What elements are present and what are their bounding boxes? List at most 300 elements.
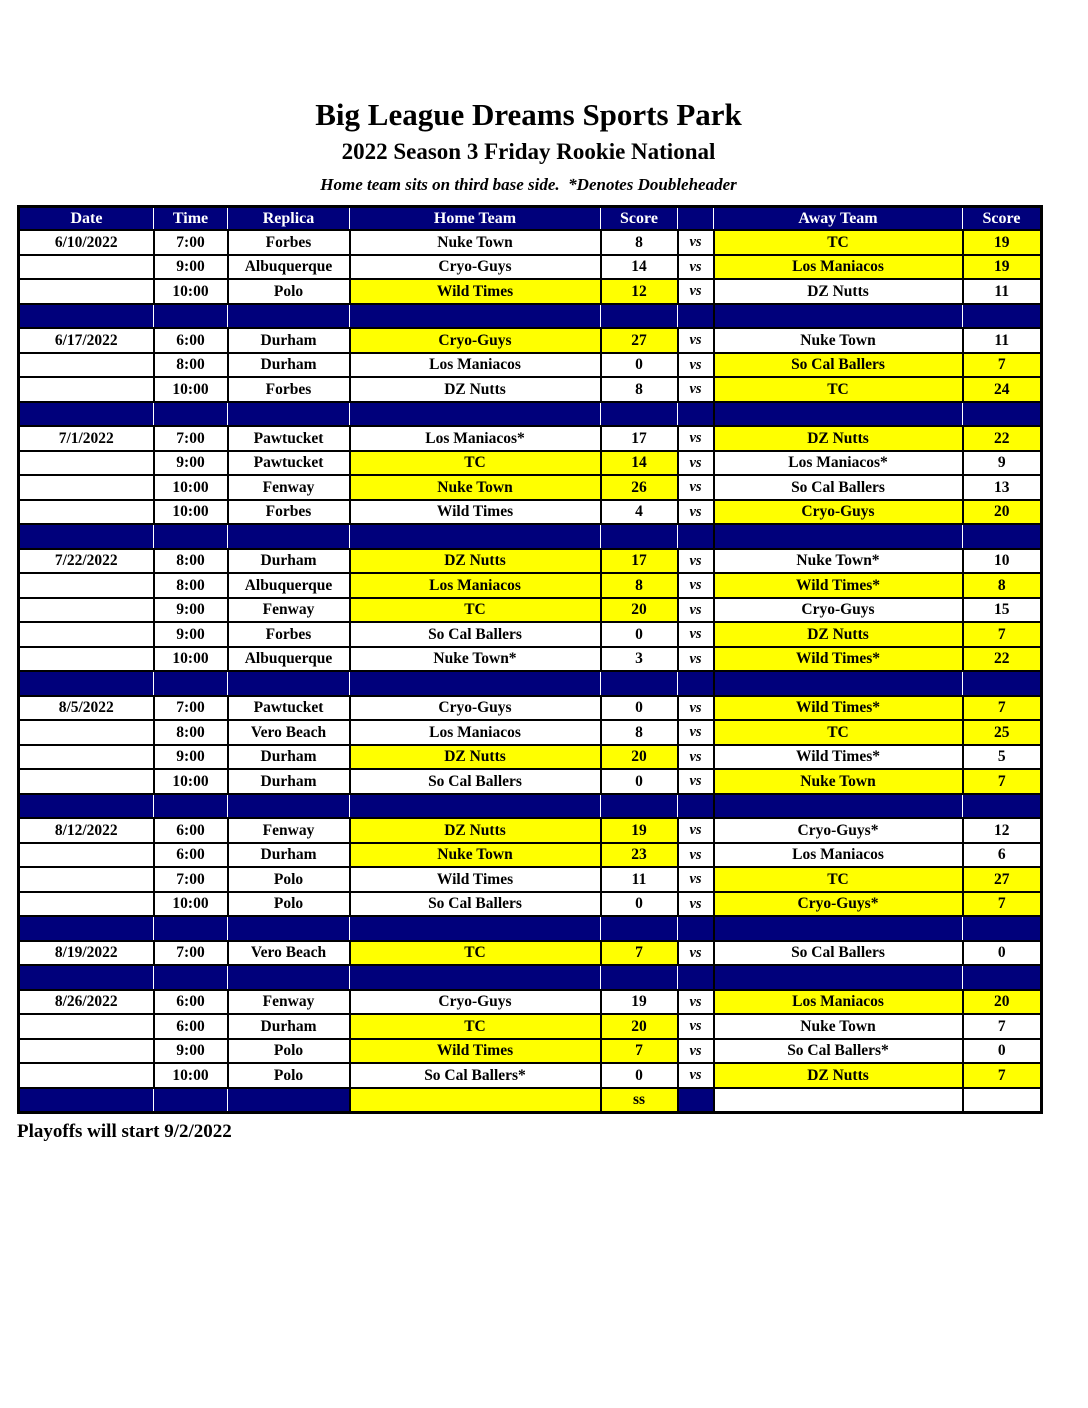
schedule-note: Home team sits on third base side. *Denotes Doubleheader — [320, 175, 737, 195]
home-score-cell: 8 — [601, 573, 678, 598]
separator-cell — [19, 671, 154, 696]
time-cell: 10:00 — [154, 475, 228, 500]
time-cell: 10:00 — [154, 500, 228, 525]
vs-cell: vs — [678, 573, 714, 598]
away-score-cell: 12 — [963, 818, 1042, 843]
home-team-cell: So Cal Ballers — [350, 622, 601, 647]
home-score-cell: 4 — [601, 500, 678, 525]
separator-cell — [154, 916, 228, 941]
vs-cell: vs — [678, 745, 714, 770]
away-team-cell: Cryo-Guys — [714, 500, 963, 525]
time-cell: 7:00 — [154, 230, 228, 255]
header-replica: Replica — [228, 207, 350, 231]
home-team-cell: DZ Nutts — [350, 549, 601, 574]
game-row — [19, 255, 1042, 280]
vs-cell: vs — [678, 328, 714, 353]
home-team-cell: Wild Times — [350, 500, 601, 525]
time-cell: 7:00 — [154, 696, 228, 721]
vs-cell: vs — [678, 500, 714, 525]
away-score-cell: 0 — [963, 941, 1042, 966]
separator-cell — [228, 671, 350, 696]
separator-cell — [963, 965, 1042, 990]
home-team-cell: TC — [350, 941, 601, 966]
time-cell: 6:00 — [154, 843, 228, 868]
vs-cell: vs — [678, 990, 714, 1015]
replica-cell: Polo — [228, 1039, 350, 1064]
away-score-cell: 10 — [963, 549, 1042, 574]
ss-row — [19, 1088, 1042, 1113]
separator-cell — [19, 402, 154, 427]
date-cell: 6/10/2022 — [19, 230, 154, 255]
vs-cell: vs — [678, 475, 714, 500]
away-team-cell: Cryo-Guys* — [714, 818, 963, 843]
home-score-cell: 7 — [601, 1039, 678, 1064]
date-cell: 8/5/2022 — [19, 696, 154, 721]
game-row — [19, 598, 1042, 623]
replica-cell: Polo — [228, 892, 350, 917]
replica-cell: Polo — [228, 1063, 350, 1088]
date-cell — [19, 1063, 154, 1088]
vs-cell: vs — [678, 549, 714, 574]
vs-cell: vs — [678, 279, 714, 304]
separator-cell — [19, 304, 154, 329]
separator-cell — [963, 794, 1042, 819]
home-team-cell: So Cal Ballers — [350, 769, 601, 794]
home-team-cell: Los Maniacos — [350, 573, 601, 598]
away-team-cell: Cryo-Guys* — [714, 892, 963, 917]
away-team-cell: So Cal Ballers* — [714, 1039, 963, 1064]
game-row — [19, 769, 1042, 794]
separator-row — [19, 524, 1042, 549]
away-score-cell: 19 — [963, 230, 1042, 255]
away-score-cell: 24 — [963, 377, 1042, 402]
game-row — [19, 867, 1042, 892]
date-cell — [19, 622, 154, 647]
home-team-cell: Nuke Town — [350, 475, 601, 500]
separator-cell — [154, 402, 228, 427]
away-score-cell: 27 — [963, 867, 1042, 892]
home-score-cell: ss — [601, 1088, 678, 1113]
home-team-cell — [350, 1088, 601, 1113]
separator-cell — [963, 671, 1042, 696]
separator-cell — [963, 304, 1042, 329]
date-cell — [19, 769, 154, 794]
away-team-cell: Nuke Town — [714, 769, 963, 794]
separator-cell — [714, 304, 963, 329]
away-team-cell: Los Maniacos — [714, 990, 963, 1015]
time-cell: 10:00 — [154, 377, 228, 402]
schedule-table — [17, 205, 1043, 1114]
replica-cell: Durham — [228, 745, 350, 770]
game-row — [19, 1063, 1042, 1088]
date-cell: 7/1/2022 — [19, 426, 154, 451]
separator-row — [19, 794, 1042, 819]
away-team-cell: Los Maniacos* — [714, 451, 963, 476]
replica-cell: Durham — [228, 1014, 350, 1039]
separator-cell — [350, 916, 601, 941]
away-team-cell — [714, 1088, 963, 1113]
separator-cell — [714, 402, 963, 427]
separator-cell — [963, 916, 1042, 941]
home-team-cell: Cryo-Guys — [350, 990, 601, 1015]
replica-cell: Albuquerque — [228, 573, 350, 598]
vs-cell: vs — [678, 598, 714, 623]
game-row — [19, 426, 1042, 451]
away-score-cell: 13 — [963, 475, 1042, 500]
separator-cell — [154, 671, 228, 696]
away-score-cell: 20 — [963, 500, 1042, 525]
away-score-cell: 7 — [963, 1063, 1042, 1088]
replica-cell: Forbes — [228, 500, 350, 525]
away-team-cell: So Cal Ballers — [714, 353, 963, 378]
time-cell: 6:00 — [154, 990, 228, 1015]
home-score-cell: 3 — [601, 647, 678, 672]
away-score-cell: 7 — [963, 696, 1042, 721]
separator-cell — [678, 671, 714, 696]
home-score-cell: 19 — [601, 990, 678, 1015]
away-score-cell: 22 — [963, 426, 1042, 451]
date-cell — [19, 377, 154, 402]
away-score-cell: 7 — [963, 1014, 1042, 1039]
away-team-cell: Wild Times* — [714, 696, 963, 721]
time-cell: 6:00 — [154, 1014, 228, 1039]
away-team-cell: DZ Nutts — [714, 1063, 963, 1088]
separator-cell — [678, 916, 714, 941]
replica-cell: Forbes — [228, 230, 350, 255]
separator-cell — [19, 965, 154, 990]
home-team-cell: Cryo-Guys — [350, 328, 601, 353]
time-cell: 9:00 — [154, 745, 228, 770]
time-cell: 6:00 — [154, 328, 228, 353]
separator-row — [19, 402, 1042, 427]
time-cell: 9:00 — [154, 598, 228, 623]
date-cell — [19, 500, 154, 525]
date-cell — [19, 1088, 154, 1113]
replica-cell: Durham — [228, 769, 350, 794]
home-team-cell: Los Maniacos — [350, 720, 601, 745]
away-team-cell: TC — [714, 377, 963, 402]
away-team-cell: Los Maniacos — [714, 255, 963, 280]
separator-cell — [678, 402, 714, 427]
away-score-cell: 7 — [963, 769, 1042, 794]
separator-cell — [601, 794, 678, 819]
header-home-team: Home Team — [350, 207, 601, 231]
home-team-cell: Wild Times — [350, 1039, 601, 1064]
separator-cell — [154, 304, 228, 329]
game-row — [19, 353, 1042, 378]
home-team-cell: Cryo-Guys — [350, 255, 601, 280]
date-cell — [19, 720, 154, 745]
game-row — [19, 892, 1042, 917]
date-cell — [19, 255, 154, 280]
game-row — [19, 1039, 1042, 1064]
vs-cell: vs — [678, 255, 714, 280]
replica-cell: Fenway — [228, 598, 350, 623]
home-score-cell: 8 — [601, 720, 678, 745]
separator-cell — [228, 916, 350, 941]
vs-cell: vs — [678, 1063, 714, 1088]
time-cell — [154, 1088, 228, 1113]
date-cell — [19, 1039, 154, 1064]
vs-cell: vs — [678, 867, 714, 892]
game-row — [19, 818, 1042, 843]
away-score-cell: 11 — [963, 328, 1042, 353]
time-cell: 10:00 — [154, 279, 228, 304]
replica-cell — [228, 1088, 350, 1113]
separator-cell — [350, 304, 601, 329]
separator-cell — [228, 402, 350, 427]
home-score-cell: 8 — [601, 377, 678, 402]
away-score-cell: 7 — [963, 353, 1042, 378]
date-cell: 6/17/2022 — [19, 328, 154, 353]
replica-cell: Polo — [228, 867, 350, 892]
replica-cell: Durham — [228, 328, 350, 353]
time-cell: 7:00 — [154, 426, 228, 451]
home-team-cell: Wild Times — [350, 867, 601, 892]
vs-cell — [678, 1088, 714, 1113]
vs-cell: vs — [678, 843, 714, 868]
vs-cell: vs — [678, 647, 714, 672]
replica-cell: Pawtucket — [228, 426, 350, 451]
separator-cell — [19, 916, 154, 941]
away-team-cell: So Cal Ballers — [714, 475, 963, 500]
separator-cell — [350, 671, 601, 696]
home-team-cell: DZ Nutts — [350, 377, 601, 402]
home-team-cell: Wild Times — [350, 279, 601, 304]
separator-cell — [714, 916, 963, 941]
replica-cell: Fenway — [228, 990, 350, 1015]
separator-cell — [678, 965, 714, 990]
away-score-cell: 20 — [963, 990, 1042, 1015]
game-row — [19, 696, 1042, 721]
separator-row — [19, 304, 1042, 329]
date-cell — [19, 598, 154, 623]
separator-cell — [228, 965, 350, 990]
date-cell — [19, 279, 154, 304]
home-team-cell: TC — [350, 451, 601, 476]
separator-cell — [601, 402, 678, 427]
away-score-cell: 11 — [963, 279, 1042, 304]
home-score-cell: 12 — [601, 279, 678, 304]
game-row — [19, 549, 1042, 574]
date-cell — [19, 745, 154, 770]
home-team-cell: Cryo-Guys — [350, 696, 601, 721]
game-row — [19, 328, 1042, 353]
time-cell: 10:00 — [154, 769, 228, 794]
away-team-cell: Cryo-Guys — [714, 598, 963, 623]
separator-cell — [714, 524, 963, 549]
away-score-cell: 19 — [963, 255, 1042, 280]
away-team-cell: Nuke Town — [714, 328, 963, 353]
away-team-cell: TC — [714, 867, 963, 892]
separator-cell — [601, 965, 678, 990]
away-team-cell: TC — [714, 720, 963, 745]
vs-cell: vs — [678, 769, 714, 794]
playoffs-note: Playoffs will start 9/2/2022 — [17, 1121, 232, 1143]
home-score-cell: 20 — [601, 745, 678, 770]
game-row — [19, 745, 1042, 770]
separator-cell — [678, 304, 714, 329]
replica-cell: Albuquerque — [228, 255, 350, 280]
vs-cell: vs — [678, 230, 714, 255]
time-cell: 10:00 — [154, 647, 228, 672]
game-row — [19, 647, 1042, 672]
date-cell — [19, 1014, 154, 1039]
replica-cell: Albuquerque — [228, 647, 350, 672]
time-cell: 6:00 — [154, 818, 228, 843]
separator-cell — [350, 524, 601, 549]
replica-cell: Fenway — [228, 818, 350, 843]
header-time: Time — [154, 207, 228, 231]
replica-cell: Forbes — [228, 377, 350, 402]
replica-cell: Polo — [228, 279, 350, 304]
page — [17, 0, 1040, 1143]
time-cell: 9:00 — [154, 255, 228, 280]
game-row — [19, 622, 1042, 647]
game-row — [19, 279, 1042, 304]
home-score-cell: 7 — [601, 941, 678, 966]
header-home-score: Score — [601, 207, 678, 231]
away-score-cell: 9 — [963, 451, 1042, 476]
date-cell — [19, 475, 154, 500]
home-team-cell: So Cal Ballers — [350, 892, 601, 917]
home-team-cell: Los Maniacos — [350, 353, 601, 378]
home-score-cell: 11 — [601, 867, 678, 892]
away-team-cell: Los Maniacos — [714, 843, 963, 868]
separator-row — [19, 671, 1042, 696]
home-score-cell: 14 — [601, 451, 678, 476]
away-score-cell — [963, 1088, 1042, 1113]
vs-cell: vs — [678, 1014, 714, 1039]
away-score-cell: 6 — [963, 843, 1042, 868]
time-cell: 10:00 — [154, 892, 228, 917]
separator-cell — [19, 794, 154, 819]
date-cell: 8/26/2022 — [19, 990, 154, 1015]
away-team-cell: So Cal Ballers — [714, 941, 963, 966]
game-row — [19, 941, 1042, 966]
time-cell: 10:00 — [154, 1063, 228, 1088]
home-score-cell: 8 — [601, 230, 678, 255]
away-score-cell: 22 — [963, 647, 1042, 672]
schedule-body — [19, 230, 1042, 1113]
home-score-cell: 0 — [601, 769, 678, 794]
vs-cell: vs — [678, 622, 714, 647]
separator-cell — [601, 916, 678, 941]
separator-cell — [678, 524, 714, 549]
vs-cell: vs — [678, 426, 714, 451]
separator-cell — [228, 794, 350, 819]
separator-cell — [350, 965, 601, 990]
date-cell — [19, 647, 154, 672]
time-cell: 7:00 — [154, 941, 228, 966]
vs-cell: vs — [678, 941, 714, 966]
separator-row — [19, 965, 1042, 990]
home-score-cell: 14 — [601, 255, 678, 280]
header-away-score: Score — [963, 207, 1042, 231]
home-score-cell: 0 — [601, 892, 678, 917]
away-team-cell: Wild Times* — [714, 647, 963, 672]
date-cell — [19, 573, 154, 598]
home-score-cell: 17 — [601, 549, 678, 574]
separator-cell — [228, 524, 350, 549]
separator-cell — [154, 524, 228, 549]
page-title: Big League Dreams Sports Park — [315, 97, 742, 132]
home-score-cell: 27 — [601, 328, 678, 353]
game-row — [19, 377, 1042, 402]
header-away-team: Away Team — [714, 207, 963, 231]
home-score-cell: 0 — [601, 696, 678, 721]
away-team-cell: DZ Nutts — [714, 426, 963, 451]
away-team-cell: Wild Times* — [714, 745, 963, 770]
away-score-cell: 5 — [963, 745, 1042, 770]
date-cell: 8/19/2022 — [19, 941, 154, 966]
home-team-cell: So Cal Ballers* — [350, 1063, 601, 1088]
home-team-cell: Los Maniacos* — [350, 426, 601, 451]
away-team-cell: Nuke Town* — [714, 549, 963, 574]
home-score-cell: 0 — [601, 353, 678, 378]
separator-cell — [154, 965, 228, 990]
home-score-cell: 20 — [601, 598, 678, 623]
game-row — [19, 990, 1042, 1015]
away-score-cell: 7 — [963, 892, 1042, 917]
home-score-cell: 0 — [601, 622, 678, 647]
game-row — [19, 1014, 1042, 1039]
date-cell — [19, 451, 154, 476]
home-team-cell: Nuke Town* — [350, 647, 601, 672]
replica-cell: Pawtucket — [228, 451, 350, 476]
separator-cell — [601, 304, 678, 329]
separator-cell — [714, 794, 963, 819]
vs-cell: vs — [678, 451, 714, 476]
separator-cell — [154, 794, 228, 819]
game-row — [19, 475, 1042, 500]
time-cell: 9:00 — [154, 622, 228, 647]
home-team-cell: DZ Nutts — [350, 818, 601, 843]
separator-cell — [601, 524, 678, 549]
game-row — [19, 451, 1042, 476]
time-cell: 8:00 — [154, 720, 228, 745]
date-cell: 7/22/2022 — [19, 549, 154, 574]
away-score-cell: 25 — [963, 720, 1042, 745]
separator-cell — [714, 671, 963, 696]
date-cell — [19, 867, 154, 892]
separator-cell — [19, 524, 154, 549]
away-team-cell: DZ Nutts — [714, 622, 963, 647]
replica-cell: Fenway — [228, 475, 350, 500]
home-score-cell: 17 — [601, 426, 678, 451]
separator-cell — [350, 402, 601, 427]
game-row — [19, 720, 1042, 745]
separator-cell — [963, 524, 1042, 549]
home-score-cell: 26 — [601, 475, 678, 500]
home-team-cell: DZ Nutts — [350, 745, 601, 770]
date-cell — [19, 353, 154, 378]
time-cell: 8:00 — [154, 353, 228, 378]
replica-cell: Pawtucket — [228, 696, 350, 721]
separator-cell — [963, 402, 1042, 427]
replica-cell: Vero Beach — [228, 720, 350, 745]
away-team-cell: DZ Nutts — [714, 279, 963, 304]
separator-cell — [714, 965, 963, 990]
header-vs — [678, 207, 714, 231]
away-team-cell: Nuke Town — [714, 1014, 963, 1039]
header-date: Date — [19, 207, 154, 231]
home-score-cell: 23 — [601, 843, 678, 868]
away-team-cell: TC — [714, 230, 963, 255]
time-cell: 9:00 — [154, 1039, 228, 1064]
away-score-cell: 7 — [963, 622, 1042, 647]
away-team-cell: Wild Times* — [714, 573, 963, 598]
